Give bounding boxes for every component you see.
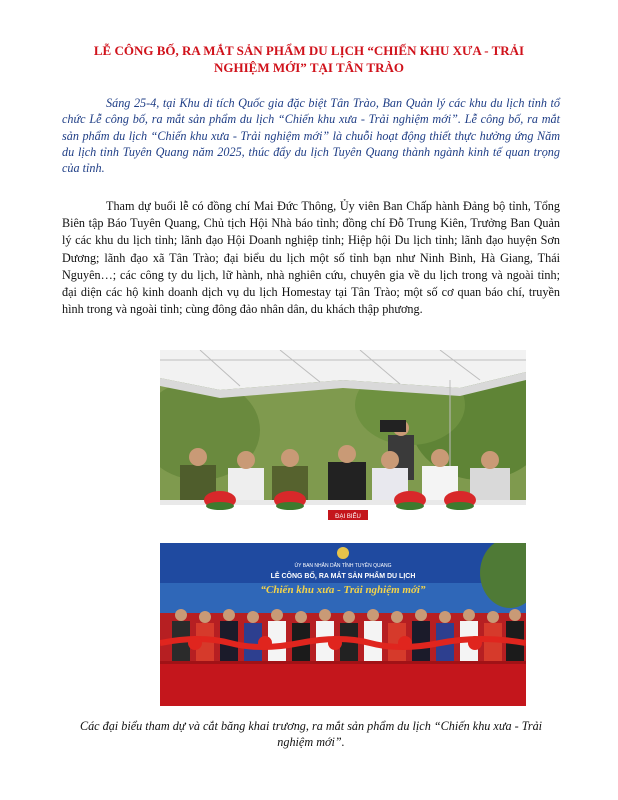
banner-line1: LỄ CÔNG BỐ, RA MẮT SẢN PHẨM DU LỊCH <box>270 573 416 580</box>
photo-caption: Các đại biểu tham dự và cắt băng khai trương, ra mắt sản phẩm du lịch “Chiến khu xưa - Trải nghiệm mới”. <box>79 719 543 749</box>
nameplate-label: ĐẠI BIỂU <box>335 514 361 520</box>
banner-org: ỦY BAN NHÂN DÂN TỈNH TUYÊN QUANG <box>294 563 392 569</box>
photo-ribbon-cutting <box>160 543 526 706</box>
photo-delegates <box>160 350 526 535</box>
banner-line2: “Chiến khu xưa - Trải nghiệm mới” <box>260 584 426 596</box>
article-lead: Sáng 25-4, tại Khu di tích Quốc gia đặc biệt Tân Trào, Ban Quản lý các khu du lịch tỉnh tổ chức Lễ công bố, ra mắt sản phẩm du lịch “Chiến khu xưa - Trải nghiệm mới”. Lễ công bố, ra mắt sản phẩm du lịch “Chiến khu xưa - Trải nghiệm mới” là chuỗi hoạt động thiết thực hưởng ứng Năm du lịch tỉnh Tuyên Quang năm 2025, thúc đẩy du lịch Tuyên Quang thành ngành kinh tế quan trọng của tỉnh. <box>62 96 560 176</box>
photo-delegates-illustration <box>160 350 526 535</box>
article-body: Tham dự buổi lễ có đồng chí Mai Đức Thông, Ủy viên Ban Chấp hành Đảng bộ tỉnh, Tổng Biên tập Báo Tuyên Quang, Chủ tịch Hội Nhà báo tỉnh; đồng chí Đỗ Trung Kiên, Trưởng Ban Quản lý các khu du lịch tỉnh; lãnh đạo Hội Doanh nghiệp tỉnh; Hiệp hội Du lịch tỉnh; lãnh đạo huyện Sơn Dương; lãnh đạo xã Tân Trào; đại biểu du lịch một số tỉnh bạn như Ninh Bình, Hà Giang, Thái Nguyên…; các công ty du lịch, lữ hành, nhà nghiên cứu, chuyên gia về du lịch trong và ngoài tỉnh; đại diện các hộ kinh doanh dịch vụ du lịch Homestay tại Tân Trào; một số cơ quan báo chí, truyền hình trong và ngoài tỉnh; cùng đông đảo nhân dân, du khách thập phương. <box>62 199 560 317</box>
photo-ribbon-illustration <box>160 543 526 706</box>
article-title: LỄ CÔNG BỐ, RA MẮT SẢN PHẨM DU LỊCH “CHIẾN KHU XƯA - TRẢI NGHIỆM MỚI” TẠI TÂN TRÀO <box>93 43 525 75</box>
